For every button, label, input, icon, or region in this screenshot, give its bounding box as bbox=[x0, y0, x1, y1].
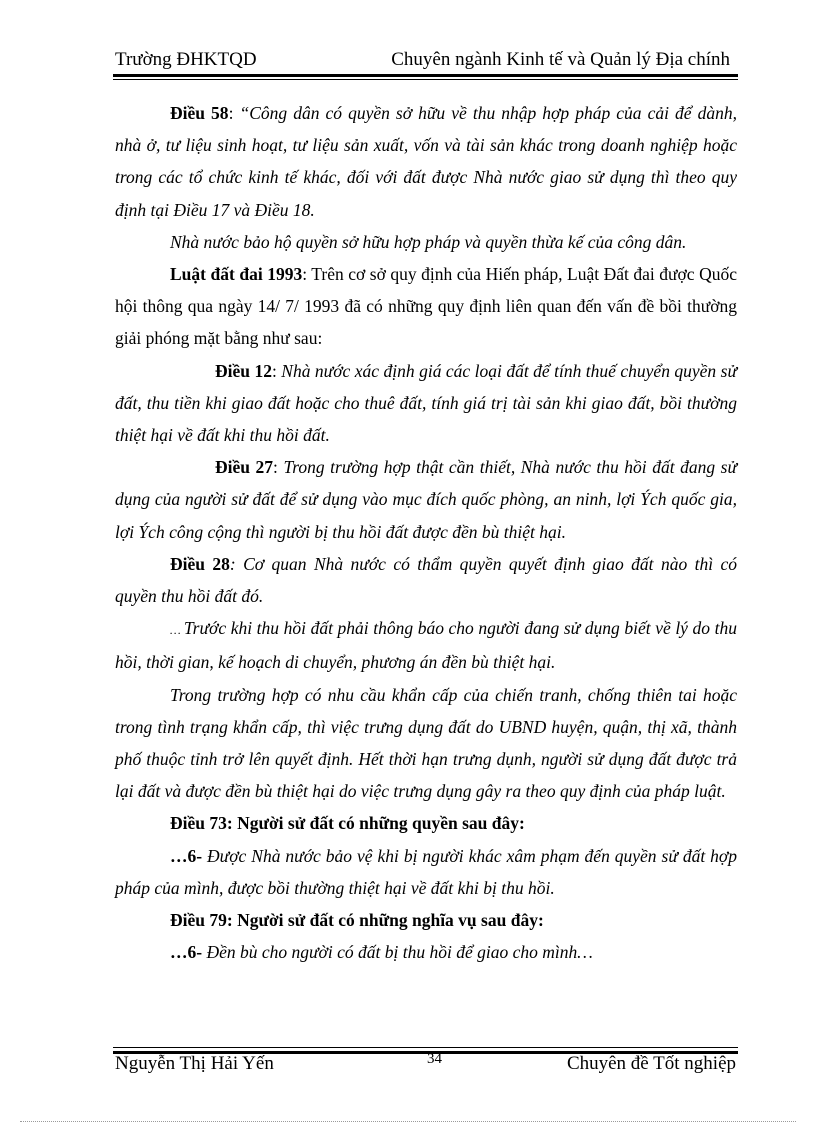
item-number: …6- bbox=[170, 845, 203, 866]
article-text: “Công dân có quyền sở hữu về thu nhập hợp pháp của cải để dành, nhà ở, tư liệu sinh hoạt, tư liệu sản xuất, vốn và tài sản khác trong doanh nghiệp hoặc trong các tổ chức kinh tế khác, đối với đất được Nhà nước giao sử dụng thì theo quy định tại Điều 17 và Điều 18. bbox=[115, 103, 737, 220]
item-text: Đền bù cho người có đất bị thu hồi để giao cho mình… bbox=[202, 942, 593, 963]
page-footer bbox=[113, 1047, 738, 1087]
article-text: Trong trường hợp thật cần thiết, Nhà nước thu hồi đất đang sử dụng của người sử đất để sử dụng vào mục đích quốc phòng, an ninh, lợi Ých quốc gia, lợi Ých công cộng thì người bị thu hồi đất được đền bù thiệt hại. bbox=[115, 457, 737, 542]
page-body bbox=[115, 97, 737, 968]
footer-rule-thin bbox=[113, 1047, 738, 1048]
footer-author: Nguyễn Thị Hải Yến bbox=[115, 1053, 274, 1074]
paragraph-text: Trong trường hợp có nhu cầu khẩn cấp của chiến tranh, chống thiên tai hoặc trong tình trạng khẩn cấp, thì việc trưng dụng đất do UBND huyện, quận, thị xã, thành phố thuộc tỉnh trở lên quyết định. Hết thời hạn trưng dụnh, người sử dụng đất được trả lại đất và được đền bù thiệt hại do việc trưng dụng gây ra theo quy định của pháp luật. bbox=[115, 684, 737, 802]
header-school: Trường ĐHKTQD bbox=[115, 49, 257, 70]
paragraph-dieu-58 bbox=[115, 97, 737, 226]
page-break-line bbox=[20, 1121, 796, 1122]
law-title: Luật đất đai 1993 bbox=[170, 264, 303, 285]
header-rule-thick bbox=[113, 74, 738, 77]
article-heading: Điều 79: Người sử đất có những nghĩa vụ sau đây: bbox=[170, 910, 544, 931]
footer-doc-type: Chuyên đề Tốt nghiệp bbox=[566, 1053, 736, 1074]
paragraph-text: : Trên cơ sở quy định của Hiến pháp, Luật Đất đai được Quốc hội thông qua ngày 14/ 7/ 1993 đã có những quy định liên quan đến vấn đề bồi thường giải phóng mặt bằng như sau: bbox=[115, 264, 737, 349]
article-separator: : bbox=[228, 103, 240, 123]
paragraph-dieu-27 bbox=[115, 451, 737, 548]
article-label: Điều 58 bbox=[170, 103, 229, 123]
paragraph-text: Nhà nước bảo hộ quyền sở hữu hợp pháp và quyền thừa kế của công dân. bbox=[170, 231, 687, 252]
header-rule-thin bbox=[113, 79, 738, 80]
paragraph-dieu-79 bbox=[115, 904, 737, 936]
paragraph-dieu-12 bbox=[115, 355, 737, 452]
paragraph-text: Trước khi thu hồi đất phải thông báo cho người đang sử dụng biết về lý do thu hồi, thời gian, kế hoạch di chuyển, phương án đền bù thiệt hại. bbox=[115, 618, 737, 673]
paragraph-right-6 bbox=[115, 840, 737, 904]
paragraph-notice-before-recovery bbox=[115, 612, 737, 678]
article-heading: Điều 73: Người sử đất có những quyền sau đây: bbox=[170, 813, 525, 834]
paragraph-dieu-28 bbox=[115, 548, 737, 612]
paragraph-emergency-requisition bbox=[115, 679, 737, 808]
paragraph-land-law-1993 bbox=[115, 258, 737, 355]
paragraph-property-protection bbox=[115, 226, 737, 258]
article-separator: : bbox=[271, 360, 282, 381]
article-text: : Cơ quan Nhà nước có thẩm quyền quyết định giao đất nào thì có quyền thu hồi đất đó. bbox=[115, 553, 737, 607]
ellipsis-lead: … bbox=[170, 623, 184, 638]
item-number: …6- bbox=[170, 942, 203, 963]
article-text: Nhà nước xác định giá các loại đất để tính thuế chuyển quyền sử đất, thu tiền khi giao đất hoặc cho thuê đất, tính giá trị tài sản khi giao đất, bồi thường thiệt hại về đất khi thu hồi đất. bbox=[115, 360, 737, 446]
item-text: Được Nhà nước bảo vệ khi bị người khác xâm phạm đến quyền sử đất hợp pháp của mình, được bồi thường thiệt hại về đất khi bị thu hồi. bbox=[115, 845, 737, 898]
header-major: Chuyên ngành Kinh tế và Quản lý Địa chính bbox=[391, 49, 730, 70]
paragraph-dieu-73 bbox=[115, 807, 737, 839]
paragraph-obligation-6 bbox=[115, 936, 737, 968]
page-header bbox=[113, 47, 738, 75]
article-separator: : bbox=[273, 457, 284, 478]
article-label: Điều 12 bbox=[215, 360, 272, 381]
article-label: Điều 28 bbox=[170, 553, 230, 574]
page-number: 34 bbox=[427, 1051, 442, 1067]
article-label: Điều 27 bbox=[215, 457, 274, 478]
